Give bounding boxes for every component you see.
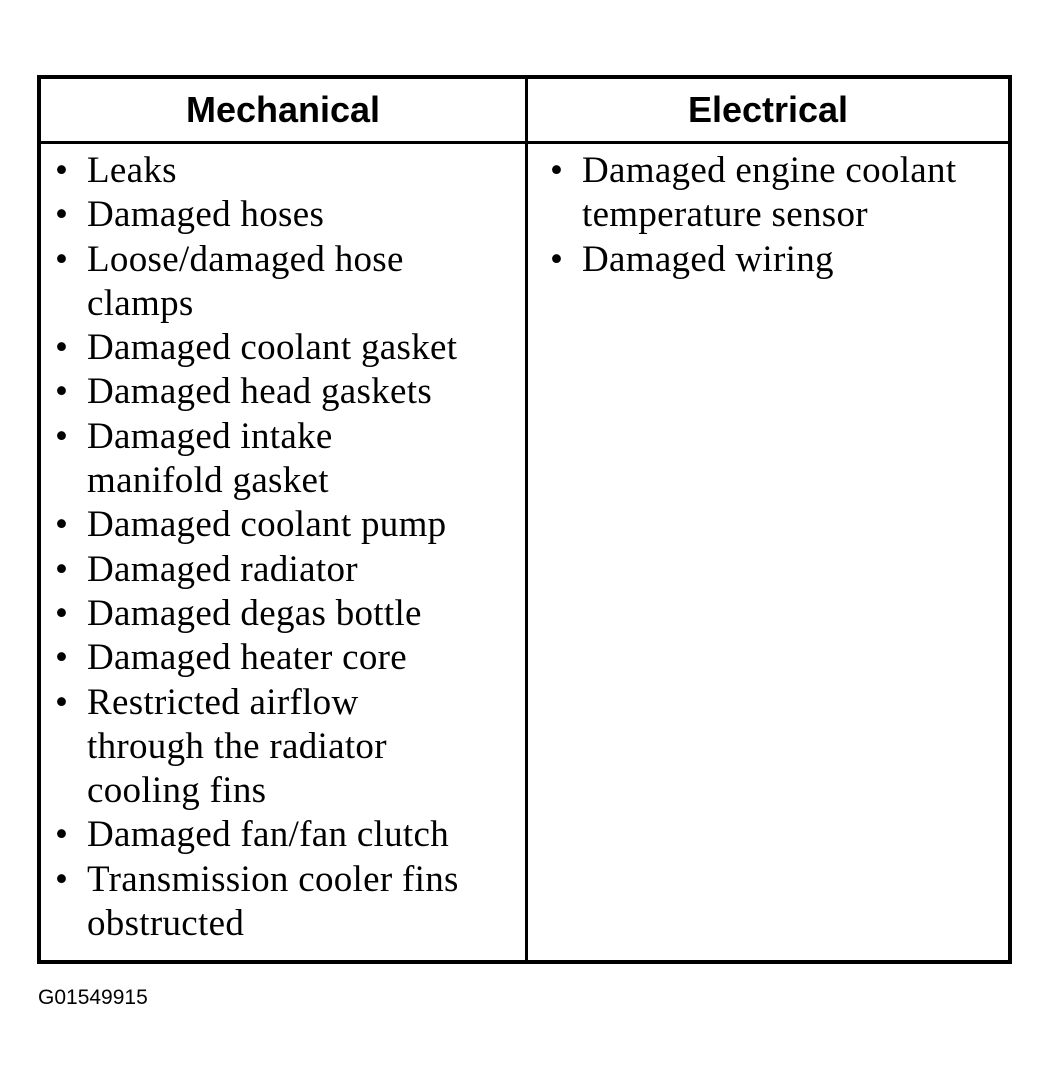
electrical-list	[546, 149, 1006, 282]
list-item-text: Damaged intake	[87, 415, 333, 457]
bullet-icon: •	[55, 327, 69, 369]
bullet-icon: •	[55, 858, 69, 900]
list-item-text: cooling fins	[87, 770, 267, 812]
list-item-text: through the radiator	[87, 725, 387, 767]
mechanical-column	[51, 149, 521, 946]
electrical-column	[546, 149, 1006, 282]
list-item-text: Damaged heater core	[87, 637, 408, 679]
list-item	[51, 813, 521, 857]
list-item	[51, 592, 521, 636]
list-item-text: temperature sensor	[582, 194, 868, 236]
bullet-icon: •	[55, 371, 69, 413]
list-item	[51, 370, 521, 414]
list-item-text: Damaged fan/fan clutch	[87, 814, 450, 856]
mechanical-list	[51, 149, 521, 946]
bullet-icon: •	[55, 504, 69, 546]
column-divider	[525, 79, 528, 960]
list-item	[51, 681, 521, 814]
list-item-text: Damaged radiator	[87, 548, 358, 590]
list-item-text: Damaged degas bottle	[87, 592, 422, 634]
bullet-icon: •	[55, 814, 69, 856]
list-item	[51, 503, 521, 547]
list-item	[51, 326, 521, 370]
electrical-header: Electrical	[687, 89, 849, 130]
list-item-text: Loose/damaged hose	[87, 238, 404, 280]
figure-id: G01549915	[38, 986, 148, 1009]
list-item-text: Damaged wiring	[582, 238, 834, 280]
bullet-icon: •	[55, 637, 69, 679]
list-item	[51, 238, 521, 327]
list-item	[51, 548, 521, 592]
list-item-text: Damaged hoses	[87, 194, 325, 236]
bullet-icon: •	[55, 548, 69, 590]
list-item-text: manifold gasket	[87, 460, 329, 502]
list-item-text: clamps	[87, 282, 194, 324]
list-item-text: Damaged head gaskets	[87, 371, 433, 413]
list-item-text: Leaks	[87, 150, 177, 191]
list-item-text: Transmission cooler fins	[87, 858, 459, 900]
list-item	[546, 238, 1006, 282]
bullet-icon: •	[55, 194, 69, 236]
list-item	[51, 149, 521, 193]
list-item-text: Damaged engine coolant	[582, 150, 957, 191]
bullet-icon: •	[55, 592, 69, 634]
list-item-text: Damaged coolant pump	[87, 504, 447, 546]
list-item-text: obstructed	[87, 903, 245, 945]
bullet-icon: •	[550, 150, 564, 191]
list-item	[51, 858, 521, 947]
list-item-text: Restricted airflow	[87, 681, 359, 723]
diagnosis-table	[37, 75, 1012, 964]
mechanical-header: Mechanical	[185, 89, 381, 130]
list-item	[51, 193, 521, 237]
list-item	[546, 149, 1006, 238]
bullet-icon: •	[55, 150, 69, 191]
bullet-icon: •	[550, 238, 564, 280]
bullet-icon: •	[55, 681, 69, 723]
list-item	[51, 636, 521, 680]
list-item-text: Damaged coolant gasket	[87, 327, 458, 369]
list-item	[51, 415, 521, 504]
bullet-icon: •	[55, 238, 69, 280]
bullet-icon: •	[55, 415, 69, 457]
